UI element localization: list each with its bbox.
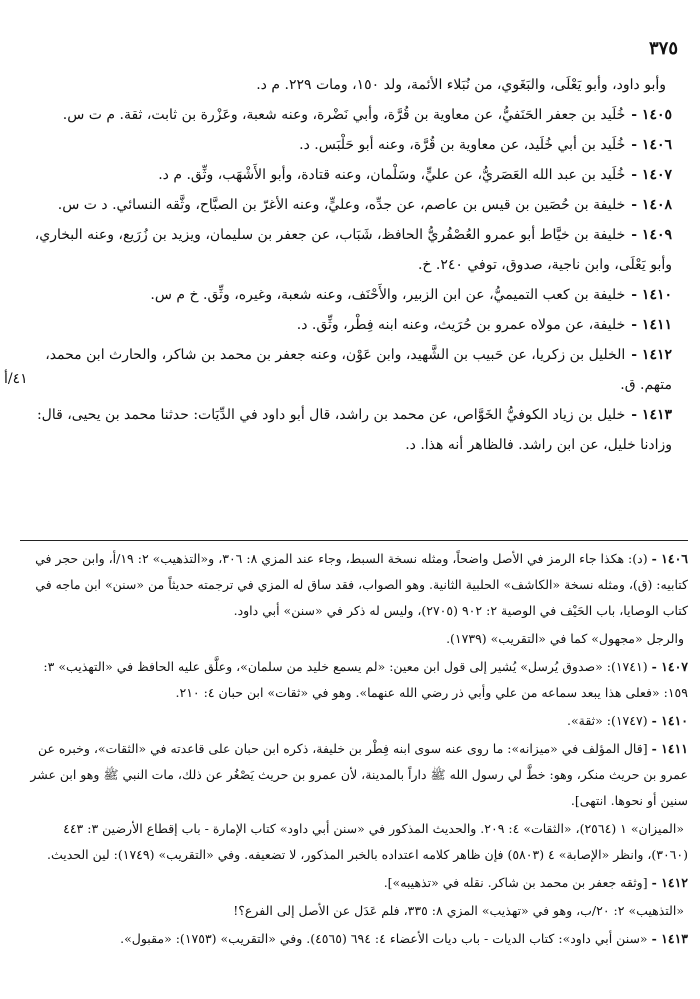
page-number: ٣٧٥: [648, 38, 678, 59]
footnote: [20, 736, 688, 814]
footnote: [20, 626, 688, 652]
footnotes: [20, 546, 688, 954]
footnote-number: ١٤١١ -: [651, 741, 688, 756]
biography-entry-text: خُلَيد بن أبي خُلَيد، عن معاوية بن قُرَّة، وعنه أبو حَلْبَس. د.: [299, 137, 626, 153]
biography-entry-number: ١٤٠٩ -: [631, 227, 672, 243]
footnote: [20, 926, 688, 952]
footnote: [20, 816, 688, 868]
footnote-text: [وثقه جعفر بن محمد بن شاكر. نقله في «تذهيبه»].: [383, 875, 648, 890]
biography-entry: [28, 220, 672, 280]
biography-entry-number: ١٤٠٦ -: [631, 137, 672, 153]
biography-entry-text: الخليل بن زكريا، عن حَبيب بن الشَّهيد، وابن عَوْن، وعنه جعفر بن محمد بن شاكر، والحارث ابن محمد، متهم. ق.: [45, 347, 672, 393]
footnote: [20, 898, 688, 924]
biography-entry-text: خليفة، عن مولاه عمرو بن حُرَيث، وعنه ابنه فِطْر، وثِّق. د.: [296, 317, 626, 333]
footnote-number: ١٤٠٧ -: [651, 659, 688, 674]
biography-entry: [28, 130, 672, 160]
biography-entry-text: خليفة بن كعب التميميُّ، عن ابن الزبير، والأَحْنَف، وعنه شعبة، وغيره، وثِّق. خ م س.: [150, 287, 626, 303]
biography-entry-number: ١٤٠٧ -: [631, 167, 672, 183]
biography-entry-number: ١٤١٣ -: [631, 407, 672, 423]
biography-entry: [28, 160, 672, 190]
footnote-text: «سنن أبي داود»: كتاب الديات - باب ديات الأعضاء ٤: ٦٩٤ (٤٥٦٥). وفي «التقريب» (١٧٥٣): «مقبول».: [120, 931, 648, 946]
footnote-text: «التذهيب» ٢: ٢٠/ب، وهو في «تهذيب» المزي ٨: ٣٣٥، فلم عَدَل عن الأصل إلى الفرع؟!: [233, 903, 684, 918]
main-text: [28, 70, 672, 460]
footnote: [20, 546, 688, 624]
biography-entry: [28, 400, 672, 460]
biography-entry: [28, 70, 672, 100]
footnote: [20, 654, 688, 706]
footnote-text: (١٧٤١): «صدوق يُرسل» يُشير إلى قول ابن معين: «لم يسمع خليد من سلمان»، وعلَّق عليه الحافظ في «التهذيب» ٣: ١٥٩: «فعلى هذا يبعد سماعه من علي وأبي ذر رضي الله عنهما». وهو في «ثقات» ابن حبان ٤: ٢١٠.: [43, 659, 688, 700]
footnote-text: «الميزان» ١ (٢٥٦٤)، «الثقات» ٤: ٢٠٩. والحديث المذكور في «سنن أبي داود» كتاب الإمارة - باب إقطاع الأرضين ٣: ٤٤٣ (٣٠٦٠)، وانظر «الإصابة» ٤ (٥٨٠٣) فإن ظاهر كلامه اعتداده بالخبر المذكور، لا تضعيفه. وفي «التقريب» (١٧٤٩): لين الحديث.: [46, 821, 688, 862]
footnote-text: (د): هكذا جاء الرمز في الأصل واضحاً، ومثله نسخة السبط، وجاء عند المزي ٨: ٣٠٦، و«التذهيب» ٢: ١٩/أ، وابن حجر في كتابيه: (ق)، ومثله نسخة «الكاشف» الحلبية الثانية. وهو الصواب، فقد ساق له المزي في ترجمته حديثاً من «سنن» ابن ماجه في كتاب الوصايا، باب الحَيْف في الوصية ٢: ٩٠٢ (٢٧٠٥)، وليس له ذكر في «سنن» أبي داود.: [35, 551, 688, 618]
biography-entry: [28, 310, 672, 340]
biography-entry-text: وأبو داود، وأبو يَعْلَى، والبَغَوي، من نُبَلاء الأئمة، ولد ١٥٠، ومات ٢٢٩. م د.: [256, 77, 666, 93]
biography-entry: [28, 340, 672, 400]
footnote-number: ١٤٠٦ -: [651, 551, 688, 566]
biography-entry-number: ١٤٠٨ -: [631, 197, 672, 213]
footnote-divider: [20, 540, 688, 541]
biography-entry-text: خليفة بن خيَّاط أبو عمرو العُصْفُريُّ الحافظ، شَبَاب، عن جعفر بن سليمان، ويزيد بن زُرَيع، وعنه البخاري، وأبو يَعْلَى، وابن ناجية، صدوق، توفي ٢٤٠. خ.: [34, 227, 672, 273]
footnote-number: ١٤١٣ -: [651, 931, 688, 946]
manuscript-folio-note: ٤١/أ: [4, 371, 28, 387]
footnote: [20, 708, 688, 734]
biography-entry-number: ١٤٠٥ -: [631, 107, 672, 123]
biography-entry-number: ١٤١١ -: [631, 317, 672, 333]
biography-entry-text: خُلَيد بن جعفر الحَنَفيُّ، عن معاوية بن قُرَّة، وأبي نَضْرة، وعنه شعبة، وعَزْرة بن ثابت، ثقة. م ت س.: [62, 107, 626, 123]
biography-entry-text: خُلَيد بن عبد الله العَصَريُّ، عن عليٍّ، وسَلْمان، وعنه قتادة، وأبو الأَشْهَب، وثِّق. م د.: [158, 167, 626, 183]
biography-entry: [28, 280, 672, 310]
biography-entry-number: ١٤١٠ -: [631, 287, 672, 303]
footnote: [20, 870, 688, 896]
biography-entry-text: خليفة بن حُصَين بن قيس بن عاصم، عن جدِّه، وعليٍّ، وعنه الأغرّ بن الصبَّاح، وثَّقه النسائي. د ت س.: [57, 197, 626, 213]
footnote-number: ١٤١٢ -: [651, 875, 688, 890]
footnote-number: ١٤١٠ -: [651, 713, 688, 728]
biography-entry: [28, 100, 672, 130]
biography-entry-number: ١٤١٢ -: [631, 347, 672, 363]
biography-entry-text: خليل بن زياد الكوفيُّ الخَوَّاص، عن محمد بن راشد، قال أبو داود في الدِّيَات: حدثنا محمد بن يحيى، قال: وزادنا خليل، عن ابن راشد. فالظاهر أنه هذا. د.: [36, 407, 672, 453]
footnote-text: [قال المؤلف في «ميزانه»: ما روى عنه سوى ابنه فِطْر بن خليفة، ذكره ابن حبان على قاعدته في «الثقات»، وخبره عن عمرو بن حريث منكر، وهو: خطَّ لي رسول الله ﷺ داراً بالمدينة، لأن عمرو بن حريث يَصْغُر عن ذلك، مات النبي ﷺ وهو ابن عشر سنين أو نحوها. انتهى].: [30, 741, 688, 808]
footnote-text: (١٧٤٧): «ثقة».: [567, 713, 648, 728]
biography-entry: [28, 190, 672, 220]
footnote-text: والرجل «مجهول» كما في «التقريب» (١٧٣٩).: [446, 631, 684, 646]
